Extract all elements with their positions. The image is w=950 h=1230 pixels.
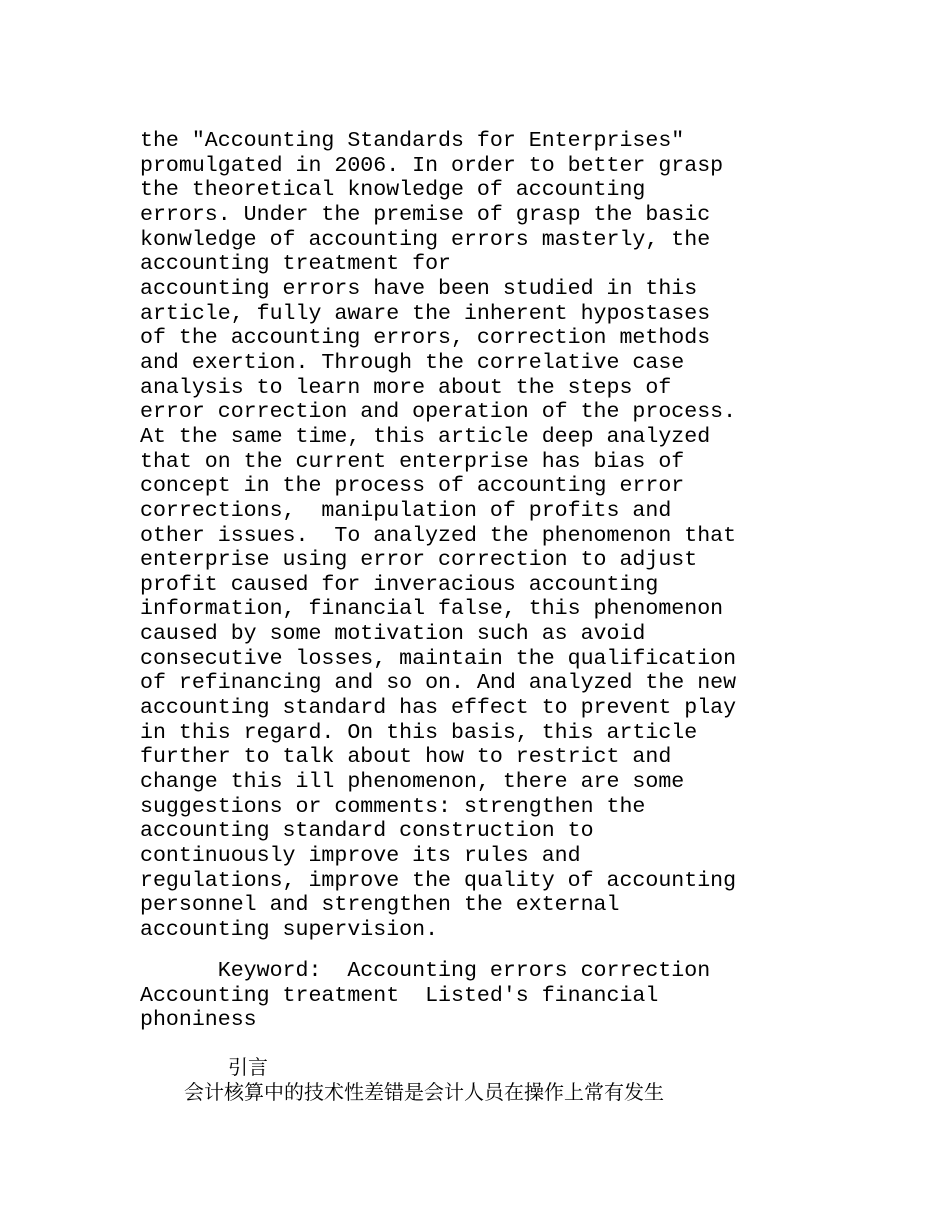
keyword-line: Keyword: Accounting errors correction	[140, 959, 711, 983]
text-line: accounting standard has effect to prevent play	[140, 696, 737, 721]
text-line: in this regard. On this basis, this article	[140, 720, 698, 745]
text-line: other issues. To analyzed the phenomenon that	[140, 523, 737, 548]
keyword-line: Accounting treatment Listed's financial	[140, 983, 659, 1008]
text-line: enterprise using error correction to adjust	[140, 548, 698, 573]
text-line: regulations, improve the quality of accounting	[140, 868, 737, 893]
keyword-line: phoniness	[140, 1008, 257, 1033]
text-line: analysis to learn more about the steps of	[140, 375, 672, 400]
abstract-paragraph	[140, 129, 780, 943]
introduction-heading: 引言	[228, 1055, 268, 1079]
text-line: that on the current enterprise has bias of	[140, 449, 685, 474]
text-line: change this ill phenomenon, there are some	[140, 770, 685, 795]
text-line: consecutive losses, maintain the qualification	[140, 646, 737, 671]
text-line: of the accounting errors, correction methods	[140, 326, 711, 351]
text-line: errors. Under the premise of grasp the basic	[140, 202, 711, 227]
text-line: corrections, manipulation of profits and	[140, 498, 672, 523]
text-line: further to talk about how to restrict and	[140, 745, 672, 770]
text-line: error correction and operation of the process.	[140, 400, 737, 425]
text-line: personnel and strengthen the external	[140, 893, 620, 918]
text-line: profit caused for inveracious accounting	[140, 572, 659, 597]
text-line: suggestions or comments: strengthen the	[140, 794, 646, 819]
text-line: caused by some motivation such as avoid	[140, 622, 646, 647]
text-line: the "Accounting Standards for Enterprises"	[140, 129, 685, 153]
keywords-paragraph	[140, 959, 780, 1033]
text-line: accounting treatment for	[140, 252, 452, 277]
text-line: accounting standard construction to	[140, 819, 594, 844]
text-line: article, fully aware the inherent hypostases	[140, 301, 711, 326]
text-line: accounting errors have been studied in this	[140, 276, 698, 301]
text-line: konwledge of accounting errors masterly, the	[140, 227, 711, 252]
text-line: accounting supervision.	[140, 918, 439, 942]
text-line: and exertion. Through the correlative case	[140, 350, 685, 375]
text-line: information, financial false, this phenomenon	[140, 597, 724, 622]
text-line: continuously improve its rules and	[140, 844, 581, 869]
introduction-first-line: 会计核算中的技术性差错是会计人员在操作上常有发生	[184, 1080, 664, 1104]
text-line: At the same time, this article deep analyzed	[140, 424, 711, 449]
text-line: concept in the process of accounting error	[140, 474, 685, 499]
text-line: the theoretical knowledge of accounting	[140, 178, 646, 203]
text-line: promulgated in 2006. In order to better grasp	[140, 153, 724, 178]
text-line: of refinancing and so on. And analyzed the new	[140, 671, 737, 696]
